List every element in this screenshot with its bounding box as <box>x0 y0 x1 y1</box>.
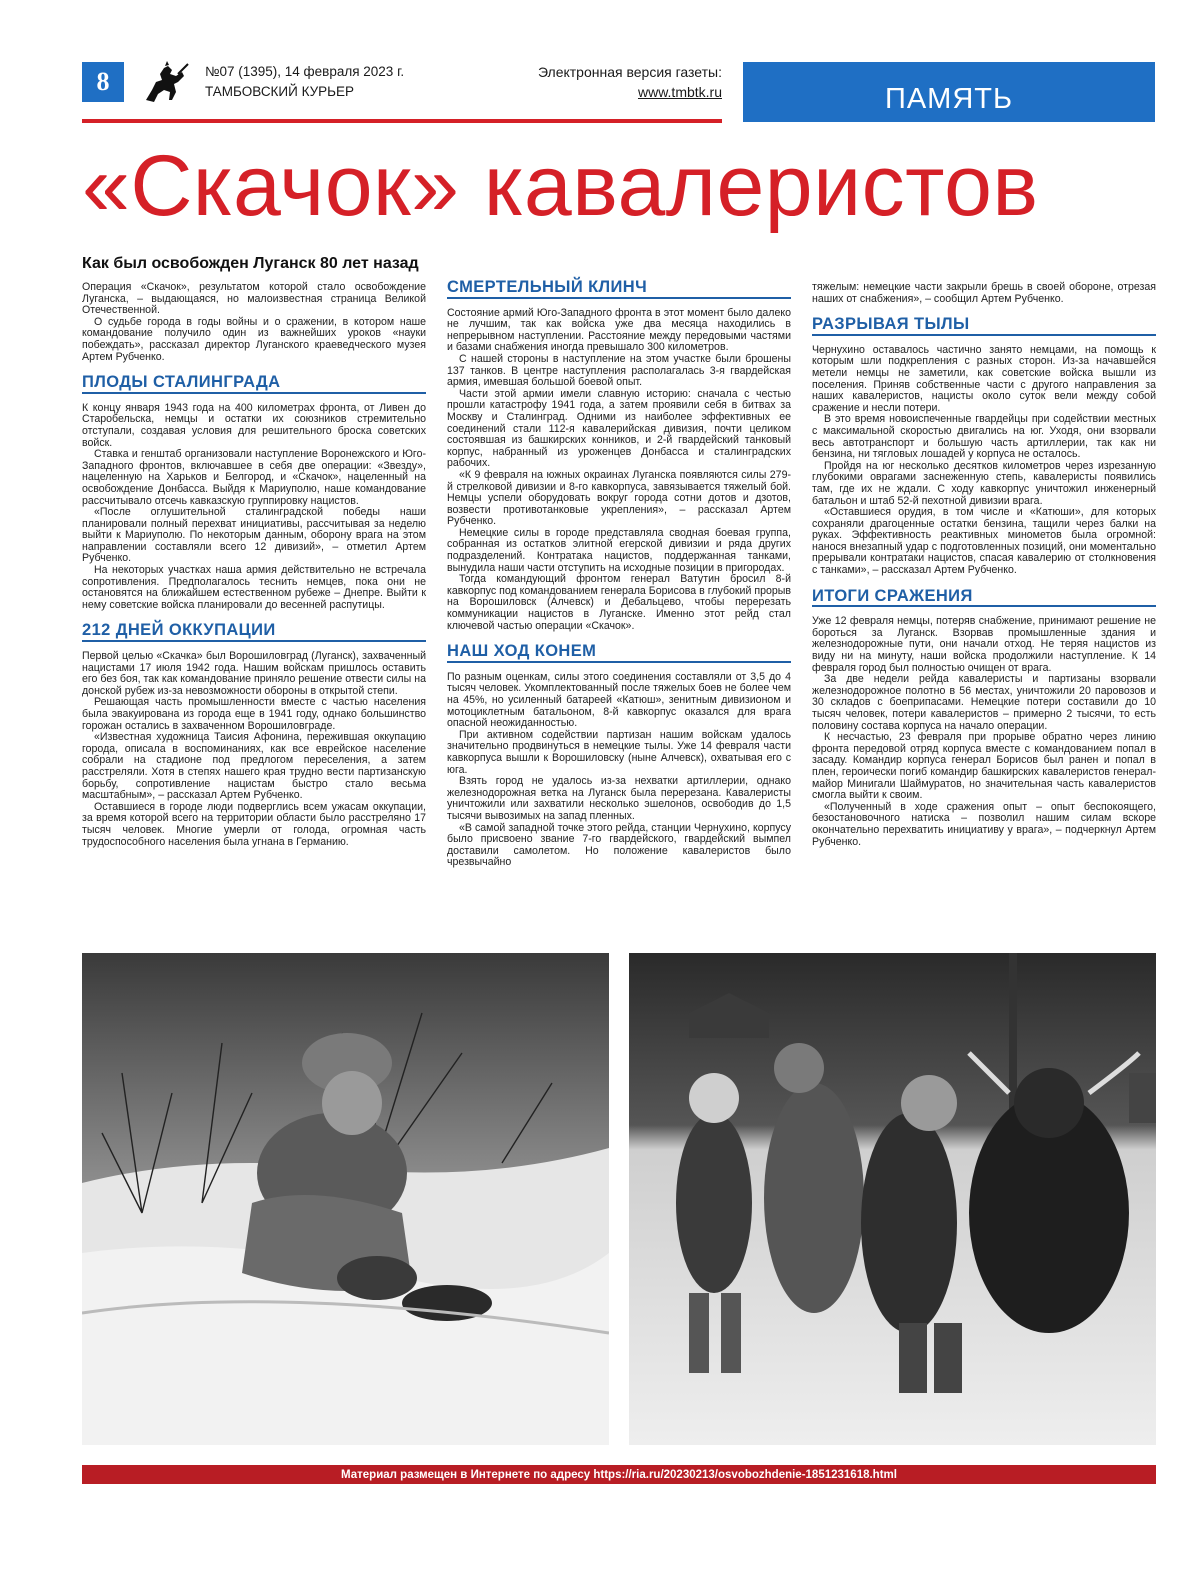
issue-info <box>205 62 404 102</box>
paragraph: Уже 12 февраля немцы, потеряв снабжение, принимают решение не бороться за Луганск. Взорвав промышленные здания и железнодорожные пути, они начали отход. Не теряя нацистов из виду ни на минуту, наши войска продолжили наступление. К 14 февраля город был полностью очищен от врага. <box>812 615 1156 674</box>
column-1 <box>82 282 426 848</box>
paragraph: Тогда командующий фронтом генерал Ватутин бросил 8-й кавкорпус под командованием генерала Борисова в глубокий прорыв на Ворошиловск (Алчевск) и Дебальцево, чтобы перерезать коммуникации нацистов в Луганске. Именно этот рейд стал ключевой частью операции «Скачок». <box>447 573 791 632</box>
paragraph: На некоторых участках наша армия действительно не встречала сопротивления. Предполагалось теснить немцев, пока они не остановятся на ближайшем естественном рубеже – Днепре. Выйти к нему советские войска планировали до весенней распутицы. <box>82 564 426 611</box>
paragraph: Пройдя на юг несколько десятков километров через изрезанную глубокими оврагами заснеженную степь, кавалеристы появились там, где их не ждали. С ходу кавкорпус уничтожил инженерный батальон и штаб 52-й пехотной дивизии врага. <box>812 459 1156 507</box>
epaper-label: Электронная версия газеты: <box>537 64 722 80</box>
section-heading: НАШ ХОД КОНЕМ <box>447 646 791 663</box>
photo-soldier-laying-mine <box>82 953 609 1445</box>
paragraph: С нашей стороны в наступление на этом участке были брошены 137 танков. В центре наступления располагалась 3-я гвардейская армия, имевшая большой боевой опыт. <box>447 352 791 389</box>
section-heading: РАЗРЫВАЯ ТЫЛЫ <box>812 319 1156 336</box>
paragraph: «Оставшиеся орудия, в том числе и «Катюши», для которых сохраняли драгоценные остатки бензина, тащили через балки на руках. Эффективность реактивных минометов была огромной: нанося внезапный удар с подготовленных позиций, они моментально прерывали контратаки нацистов, спасая кавалерию от столкновения с танками», – рассказал Артем Рубченко. <box>812 506 1156 577</box>
epaper-link[interactable]: www.tmbtk.ru <box>637 84 722 100</box>
paragraph: К несчастью, 23 февраля при прорыве обратно через линию фронта передовой отряд корпуса вместе с командованием попал в засаду. Командир корпуса генерал Борисов был ранен и попал в плен, героически погиб командир башкирских кавалеристов генерал-майор Минигали Шаймуратов, но значительная часть кавалеристов смогла выйти к своим. <box>812 731 1156 802</box>
article-headline: «Скачок» кавалеристов <box>82 138 1039 234</box>
paragraph: «Известная художница Таисия Афонина, пережившая оккупацию города, описала в воспоминаниях, как все еврейское население собрали на стадионе под предлогом переселения, а затем расстреляли. Хотя в степях нашего края трудно вести партизанскую борьбу, сопротивление нацистам быстро стало весьма масштабным», – рассказал Артем Рубченко. <box>82 731 426 802</box>
issue-date: №07 (1395), 14 февраля 2023 г. <box>205 64 405 79</box>
epaper-info <box>530 62 722 102</box>
paragraph: Оставшиеся в городе люди подверглись всем ужасам оккупации, за время которой всего на территории области было расстреляно 17 тысяч человек. Многие умерли от голода, огромная часть трудоспособного населения была угнана в Германию. <box>82 800 426 848</box>
paragraph: «После оглушительной сталинградской победы наши планировали полный перехват инициативы, рассчитывая за неделю выйти к Мариуполю. По некоторым данным, оборону врага на этом направлении составляли всего 12 дивизий», – отметил Артем Рубченко. <box>82 506 426 565</box>
paragraph: При активном содействии партизан нашим войскам удалось значительно продвинуться в немецкие тылы. Уже 14 февраля части кавкорпуса вышли к Ворошиловску (ныне Алчевск), охватывая его с юга. <box>447 728 791 776</box>
paragraph: По разным оценкам, силы этого соединения составляли от 3,5 до 4 тысяч человек. Укомплектованный после тяжелых боев не более чем на 45%, но усиленный батареей «Катюш», зенитным дивизионом и мотоциклетным батальоном, 8-й кавкорпус оказался для врага опасной неожиданностью. <box>447 670 791 730</box>
intro-paragraph: О судьбе города в годы войны и о сражении, в котором наше командование получило один из важнейших уроков «науки побеждать», рассказал директор Луганского краеведческого музея Артем Рубченко. <box>82 315 426 363</box>
paragraph: Взять город не удалось из-за нехватки артиллерии, однако железнодорожная ветка на Луганск была перерезана. Кавалеристы уничтожили или захватили несколько эшелонов, освободив до 1,5 тысячи вывозимых на запад пленных. <box>447 775 791 822</box>
paragraph: В это время новоиспеченные гвардейцы при содействии местных с максимальной скоростью двигались на юг. Уходя, они взорвали весь автотранспорт и большую часть артиллерии, так как ни бензина, ни тягловых лошадей у корпуса не осталось. <box>812 413 1156 461</box>
section-heading: СМЕРТЕЛЬНЫЙ КЛИНЧ <box>447 282 791 299</box>
section-label: ПАМЯТЬ <box>743 62 1155 122</box>
paragraph: «В самой западной точке этого рейда, станции Чернухино, корпусу было присвоено звание 7-го гвардейского, гвардейский вымпел доставили самолетом. Но положение кавалеристов было чрезвычайно <box>447 821 791 869</box>
source-footer: Материал размещен в Интернете по адресу https://ria.ru/20230213/osvobozhdenie-1851231618.html <box>82 1465 1156 1484</box>
paragraph: К концу января 1943 года на 400 километрах фронта, от Ливен до Старобельска, немцы и остатки их союзников стремительно отступали, создавая условия для решительного броска советских войск. <box>82 401 426 449</box>
newspaper-name: ТАМБОВСКИЙ КУРЬЕР <box>205 84 355 99</box>
section-heading: ПЛОДЫ СТАЛИНГРАДА <box>82 377 426 394</box>
page-number: 8 <box>82 62 124 102</box>
horseman-logo-icon <box>138 60 190 106</box>
paragraph: Решающая часть промышленности вместе с частью населения была эвакуирована из города еще в 1941 году, однако большинство горожан остались в захваченном Ворошиловграде. <box>82 696 426 732</box>
section-heading: ИТОГИ СРАЖЕНИЯ <box>812 591 1156 608</box>
paragraph: Состояние армий Юго-Западного фронта в этот момент было далеко не лучшим, так как войска уже два месяца находились в непрерывном наступлении. Расстояние между передовыми частями и базами снабжения иногда превышало 300 километров. <box>447 306 791 354</box>
paragraph: Части этой армии имели славную историю: сначала с честью прошли катастрофу 1941 года, а затем проявили себя в битвах за Москву и Сталинград. Одними из наиболее эффективных ее соединений стали 112-я кавалерийская дивизия, почти целиком состоявшая из башкирских конников, и 2-й гвардейский танковый корпус, набранный из уроженцев Донбасса и сталинградских рабочих. <box>447 387 791 470</box>
paragraph: Первой целью «Скачка» был Ворошиловград (Луганск), захваченный нацистами 17 июля 1942 года. Нашим войскам пришлось оставить его без боя, так как командование приняло решение отвести силы на донской рубеж из-за невозможности обороны в открытой степи. <box>82 650 426 697</box>
paragraph: «Полученный в ходе сражения опыт – опыт беспокоящего, безостановочного натиска – позволил нашим силам вскоре окончательно перехватить инициативу у врага», – подчеркнул Артем Рубченко. <box>812 800 1156 848</box>
header-rule <box>82 119 722 123</box>
paragraph: Чернухино оставалось частично занято немцами, на помощь к которым шли подкрепления с разных сторон. Из-за начавшейся метели немцы не заметили, как советские войска вышли из поселения. Приняв собственные части с другого направления за наших кавалеристов, нацисты около суток вели между собой сражение и несли потери. <box>812 343 1156 414</box>
paragraph: Немецкие силы в городе представляла сводная боевая группа, собранная из остатков элитной егерской дивизии и ряда других подразделений. Контратака нацистов, поддержанная танками, вынудила наши части отступить на исходные позиции в пригородах. <box>447 526 791 574</box>
article-subtitle: Как был освобожден Луганск 80 лет назад <box>82 255 419 272</box>
paragraph: «К 9 февраля на южных окраинах Луганска появляются силы 279-й стрелковой дивизии и 8-го кавкорпуса, завязывается тяжелый бой. Немцы успели оборудовать вокруг города сотни дотов и дзотов, возвести противотанковые укрепления», – рассказал Артем Рубченко. <box>447 468 791 528</box>
paragraph: За две недели рейда кавалеристы и партизаны взорвали железнодорожное полотно в 56 местах, уничтожили 20 паровозов и 30 складов с боеприпасами. Немецкие потери составили до 10 тысяч человек, потери кавалеристов – примерно 2 тысячи, то есть половину состава корпуса на начало операции. <box>812 673 1156 732</box>
photo-civilians-with-ox <box>629 953 1156 1445</box>
intro-paragraph: Операция «Скачок», результатом которой стало освобождение Луганска, – выдающаяся, но малоизвестная страница Великой Отечественной. <box>82 281 426 317</box>
column-2 <box>447 278 791 869</box>
paragraph: Ставка и генштаб организовали наступление Воронежского и Юго-Западного фронтов, включавшее в себя две операции: «Звезду», нацеленную на Харьков и Белгород, и «Скачок», нацеленный на освобождение Донбасса. Выйдя к Мариуполю, наше командование рассчитывало отсечь кавказскую группировку нацистов. <box>82 448 426 507</box>
paragraph: тяжелым: немецкие части закрыли брешь в своей обороне, отрезая наших от снабжения», – сообщил Артем Рубченко. <box>812 281 1156 305</box>
column-3 <box>812 282 1156 848</box>
section-heading: 212 ДНЕЙ ОККУПАЦИИ <box>82 625 426 642</box>
